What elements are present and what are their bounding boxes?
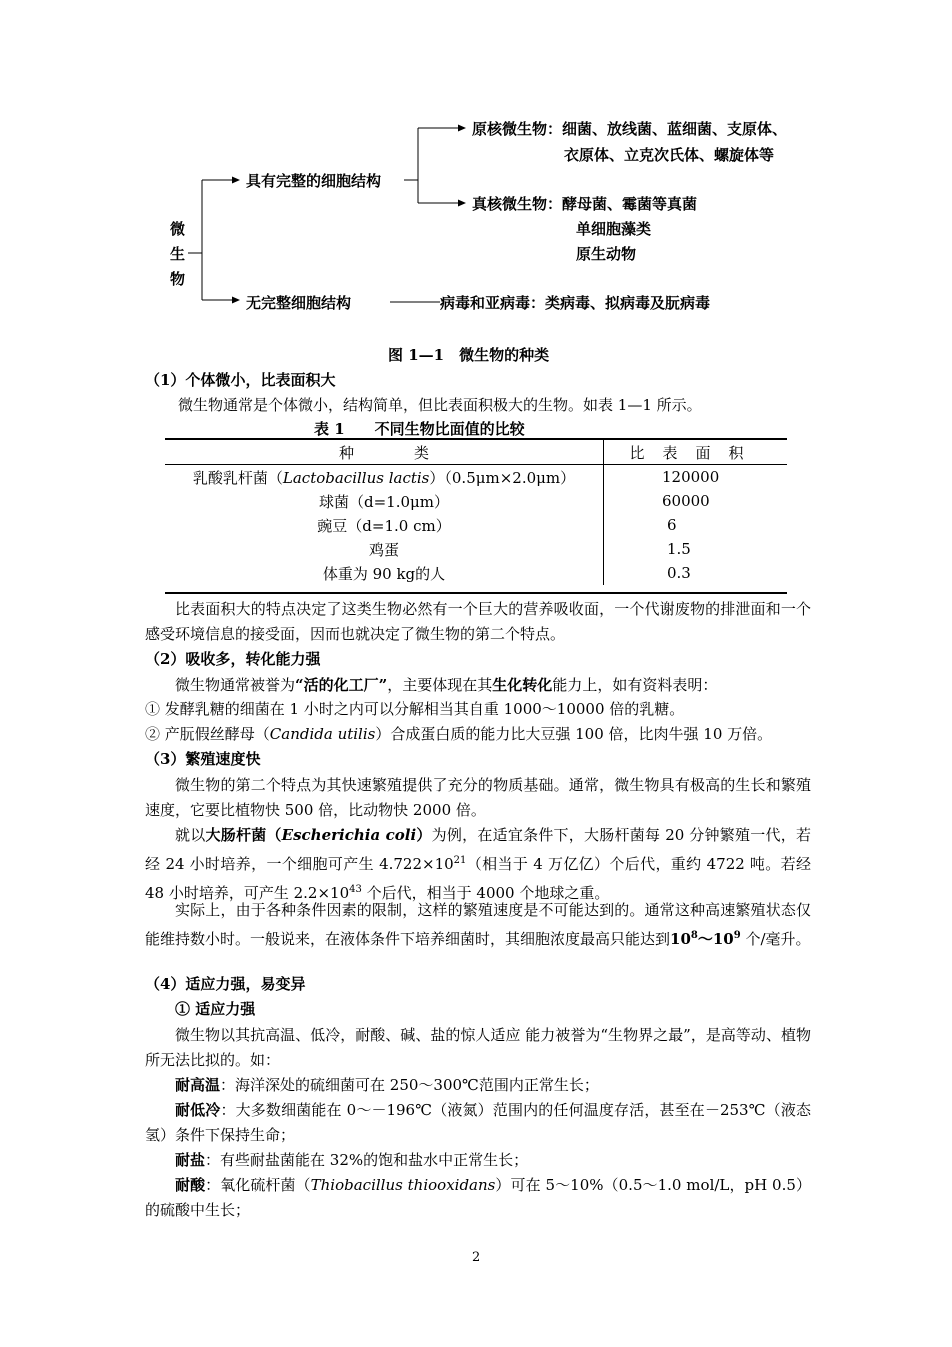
- table-cell-species: 豌豆（d=1.0 cm）: [165, 513, 604, 537]
- table-header-row: [165, 440, 787, 465]
- figure-caption: 图 1—1 微生物的种类: [388, 346, 550, 364]
- section-1-paragraph: 比表面积大的特点决定了这类生物必然有一个巨大的营养吸收面，一个代谢废物的排泄面和一个感受环境信息的接受面，因而也就决定了微生物的第二个特点。: [145, 600, 811, 643]
- root-char-3: 物: [170, 270, 186, 288]
- table-cell-species: 体重为 90 kg的人: [165, 561, 604, 585]
- section-3-paragraph-2: 就以大肠杆菌（Escherichia coli）为例，在适宜条件下，大肠杆菌每 20 分钟繁殖一代，若经 24 小时培养，一个细胞可产生 $4.722\times 10^{21}$（相当于 4 万亿亿）个后代，重约 4722 吨。若经 48 小时培养，可产生 $2.2\times 10^{43}$ 个后代，相当于 4000 个地球之重。: [145, 826, 811, 902]
- acid-tolerance: 耐酸：氧化硫杆菌（Thiobacillus thiooxidans）可在 5～10%（0.5～1.0 mol/L，pH 0.5）的硫酸中生长；: [145, 1176, 811, 1219]
- eukaryote-line-2: 单细胞藻类: [576, 220, 652, 238]
- section-2-paragraph: 微生物通常被誉为“活的化工厂”，主要体现在其生化转化能力上，如有资料表明：: [175, 676, 718, 694]
- table-cell-species: 鸡蛋: [165, 537, 604, 561]
- comparison-table: [165, 440, 787, 585]
- table-row: [165, 465, 787, 490]
- page-number: 2: [472, 1250, 481, 1265]
- section-4-paragraph: 微生物以其抗高温、低冷，耐酸、碱、盐的惊人适应 能力被誉为“生物界之最”，是高等动、植物所无法比拟的。如：: [145, 1026, 811, 1069]
- virus-label: 病毒和亚病毒：类病毒、拟病毒及朊病毒: [440, 294, 711, 312]
- table-bottom-rule: [165, 592, 787, 594]
- table-cell-value: 1.5: [667, 540, 691, 558]
- section-4-heading: （4）适应力强，易变异: [145, 975, 306, 993]
- table-header-species: 种 类: [165, 440, 604, 465]
- branch-acellular: 无完整细胞结构: [246, 294, 352, 312]
- table-row: [165, 513, 787, 537]
- eukaryote-line-3: 原生动物: [576, 245, 637, 263]
- table-cell-value: 0.3: [667, 564, 691, 582]
- section-1-heading: （1）个体微小，比表面积大: [145, 371, 336, 389]
- section-3-paragraph-1: 微生物的第二个特点为其快速繁殖提供了充分的物质基础。通常，微生物具有极高的生长和繁殖速度，它要比植物快 500 倍，比动物快 2000 倍。: [145, 776, 811, 819]
- table-cell-species: 球菌（d=1.0μm）: [165, 489, 604, 513]
- section-3-paragraph-3: 实际上，由于各种条件因素的限制，这样的繁殖速度是不可能达到的。通常这种高速繁殖状态仅能维持数小时。一般说来，在液体条件下培养细菌时，其细胞浓度最高只能达到$10^8\sim 10^9$ 个/毫升。: [145, 901, 811, 948]
- cold-tolerance: 耐低冷：大多数细菌能在 0～－196℃（液氮）范围内的任何温度存活，甚至在－253℃（液态氢）条件下保持生命；: [145, 1101, 811, 1144]
- section-4-subheading: ① 适应力强: [175, 1000, 256, 1018]
- section-2-item-2: ② 产朊假丝酵母（Candida utilis）合成蛋白质的能力比大豆强 100 倍，比肉牛强 10 万倍。: [145, 725, 773, 743]
- heat-tolerance: 耐高温：海洋深处的硫细菌可在 250～300℃范围内正常生长；: [175, 1076, 599, 1094]
- table-cell-value: 60000: [662, 492, 710, 510]
- root-char-1: 微: [170, 220, 186, 238]
- prokaryote-line-2: 衣原体、立克次氏体、螺旋体等: [564, 146, 775, 164]
- section-2-heading: （2）吸收多，转化能力强: [145, 650, 321, 668]
- table-title: 表 1 不同生物比面值的比较: [314, 420, 525, 438]
- table-row: [165, 489, 787, 513]
- table-cell-species: 乳酸乳杆菌（Lactobacillus lactis）（0.5μm×2.0μm）: [165, 465, 604, 490]
- root-char-2: 生: [170, 245, 186, 263]
- diagram-connector-lines: [0, 0, 952, 340]
- salt-tolerance: 耐盐：有些耐盐菌能在 32%的饱和盐水中正常生长；: [175, 1151, 529, 1169]
- branch-cellular: 具有完整的细胞结构: [246, 172, 382, 190]
- section-3-heading: （3）繁殖速度快: [145, 750, 261, 768]
- prokaryote-line-1: 原核微生物：细菌、放线菌、蓝细菌、支原体、: [472, 120, 788, 138]
- table-cell-value: 6: [667, 516, 677, 534]
- section-1-intro: 微生物通常是个体微小，结构简单，但比表面积极大的生物。如表 1—1 所示。: [178, 396, 702, 414]
- section-2-item-1: ① 发酵乳糖的细菌在 1 小时之内可以分解相当其自重 1000～10000 倍的乳糖。: [145, 700, 685, 718]
- table-cell-value: 120000: [662, 468, 720, 486]
- table-row: [165, 561, 787, 585]
- eukaryote-line-1: 真核微生物：酵母菌、霉菌等真菌: [472, 195, 698, 213]
- table-row: [165, 537, 787, 561]
- table-header-ratio: 比表面积: [604, 440, 788, 465]
